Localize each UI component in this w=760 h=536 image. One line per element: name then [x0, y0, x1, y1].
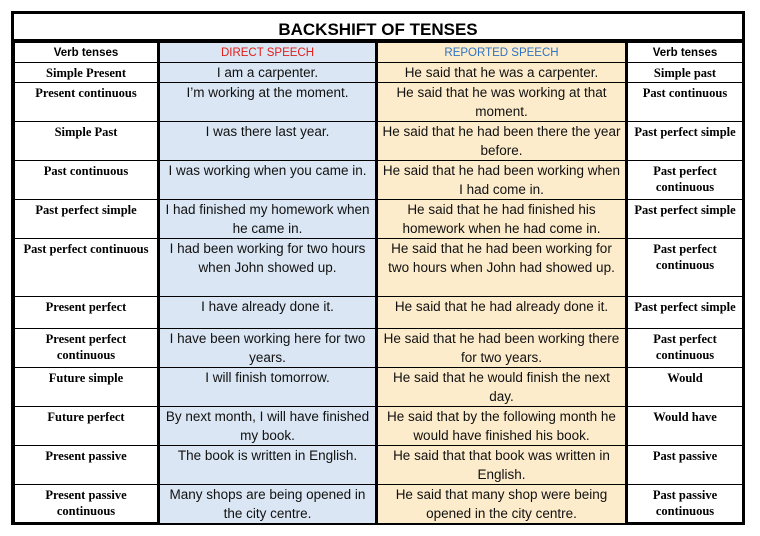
direct-speech-cell: I’m working at the moment. — [159, 83, 377, 122]
table-row — [15, 368, 743, 407]
direct-speech-cell: I have been working here for two years. — [159, 329, 377, 368]
table-row — [15, 446, 743, 485]
backshift-table — [14, 42, 743, 524]
verb-tense-cell: Past perfect simple — [15, 200, 159, 239]
reported-speech-cell: He said that by the following month he would have finished his book. — [377, 407, 627, 446]
backshift-tense-cell: Would — [627, 368, 743, 407]
reported-speech-cell: He said that that book was written in English. — [377, 446, 627, 485]
table-row — [15, 83, 743, 122]
table-row — [15, 329, 743, 368]
table-row — [15, 63, 743, 83]
direct-speech-cell: I had been working for two hours when John showed up. — [159, 239, 377, 297]
verb-tense-cell: Present perfect continuous — [15, 329, 159, 368]
verb-tense-cell: Present passive continuous — [15, 485, 159, 524]
verb-tense-cell: Simple Past — [15, 122, 159, 161]
table-row — [15, 407, 743, 446]
backshift-tense-cell: Past perfect continuous — [627, 239, 743, 297]
backshift-tense-cell: Past passive — [627, 446, 743, 485]
reported-speech-cell: He said that he was working at that moment. — [377, 83, 627, 122]
verb-tense-cell: Present passive — [15, 446, 159, 485]
direct-speech-cell: Many shops are being opened in the city centre. — [159, 485, 377, 524]
reported-speech-cell: He said that he had been there the year before. — [377, 122, 627, 161]
backshift-tense-cell: Simple past — [627, 63, 743, 83]
header-verb-tenses-right: Verb tenses — [627, 43, 743, 63]
backshift-tense-cell: Past perfect simple — [627, 122, 743, 161]
header-direct-speech: DIRECT SPEECH — [159, 43, 377, 63]
verb-tense-cell: Past continuous — [15, 161, 159, 200]
table-row — [15, 122, 743, 161]
page-title: BACKSHIFT OF TENSES — [14, 14, 742, 42]
backshift-tense-cell: Past perfect simple — [627, 200, 743, 239]
backshift-tense-cell: Past continuous — [627, 83, 743, 122]
header-verb-tenses-left: Verb tenses — [15, 43, 159, 63]
verb-tense-cell: Future simple — [15, 368, 159, 407]
reported-speech-cell: He said that he had already done it. — [377, 297, 627, 329]
backshift-tense-cell: Would have — [627, 407, 743, 446]
verb-tense-cell: Present perfect — [15, 297, 159, 329]
backshift-tense-cell: Past perfect continuous — [627, 329, 743, 368]
backshift-tense-cell: Past perfect simple — [627, 297, 743, 329]
reported-speech-cell: He said that he had been working for two hours when John had showed up. — [377, 239, 627, 297]
table-row — [15, 200, 743, 239]
backshift-tense-cell: Past passive continuous — [627, 485, 743, 524]
direct-speech-cell: The book is written in English. — [159, 446, 377, 485]
header-reported-speech: REPORTED SPEECH — [377, 43, 627, 63]
direct-speech-cell: I have already done it. — [159, 297, 377, 329]
table-row — [15, 485, 743, 524]
header-row — [15, 43, 743, 63]
direct-speech-cell: I had finished my homework when he came in. — [159, 200, 377, 239]
reported-speech-cell: He said that many shop were being opened in the city centre. — [377, 485, 627, 524]
table-row — [15, 297, 743, 329]
verb-tense-cell: Simple Present — [15, 63, 159, 83]
verb-tense-cell: Present continuous — [15, 83, 159, 122]
reported-speech-cell: He said that he would finish the next day. — [377, 368, 627, 407]
direct-speech-cell: By next month, I will have finished my book. — [159, 407, 377, 446]
reported-speech-cell: He said that he was a carpenter. — [377, 63, 627, 83]
reported-speech-cell: He said that he had finished his homework when he had come in. — [377, 200, 627, 239]
direct-speech-cell: I was working when you came in. — [159, 161, 377, 200]
verb-tense-cell: Future perfect — [15, 407, 159, 446]
reported-speech-cell: He said that he had been working when I had come in. — [377, 161, 627, 200]
verb-tense-cell: Past perfect continuous — [15, 239, 159, 297]
backshift-tense-cell: Past perfect continuous — [627, 161, 743, 200]
backshift-table-frame — [11, 11, 745, 525]
direct-speech-cell: I was there last year. — [159, 122, 377, 161]
table-row — [15, 161, 743, 200]
table-row — [15, 239, 743, 297]
direct-speech-cell: I will finish tomorrow. — [159, 368, 377, 407]
reported-speech-cell: He said that he had been working there for two years. — [377, 329, 627, 368]
direct-speech-cell: I am a carpenter. — [159, 63, 377, 83]
